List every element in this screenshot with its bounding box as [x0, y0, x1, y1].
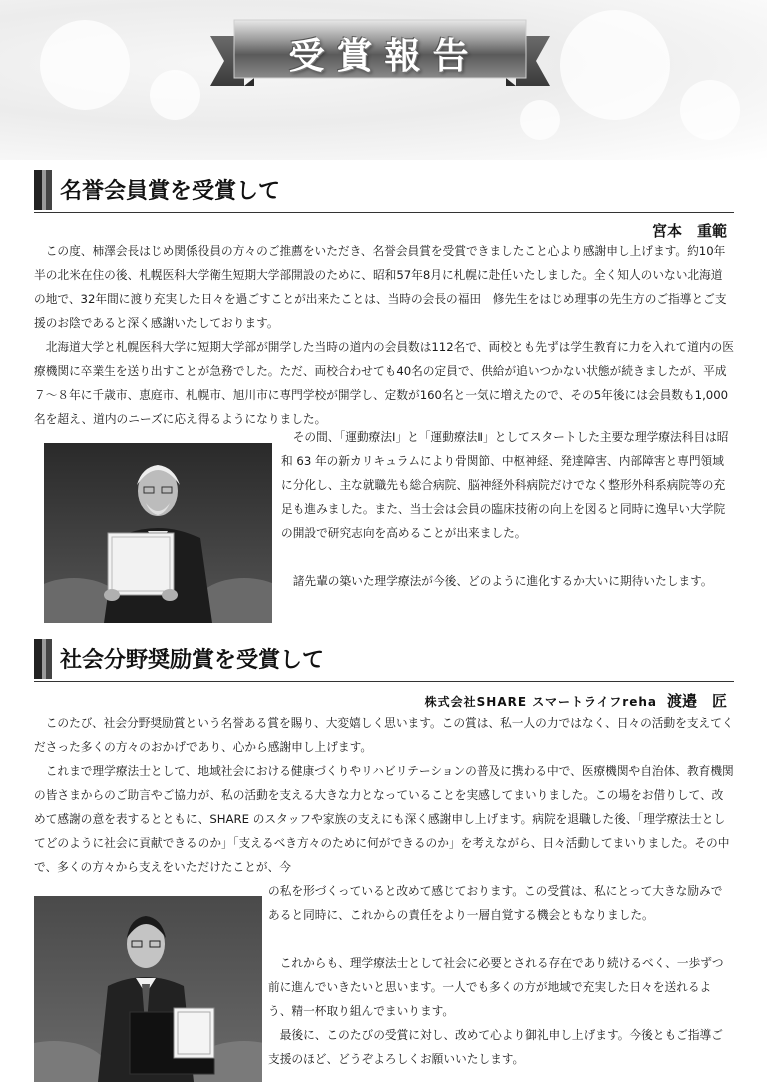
section-heading — [34, 639, 734, 679]
portrait-photo-miyamoto — [44, 443, 272, 623]
heading-accent-bar — [34, 170, 52, 210]
bokeh-light — [150, 70, 200, 120]
author-organization: 株式会社SHARE スマートライフreha — [424, 695, 657, 709]
bokeh-light — [520, 100, 560, 140]
author-name: 宮本 重範 — [651, 222, 727, 240]
body-paragraph: この度、柿澤会長はじめ関係役員の方々のご推薦をいただき、名誉会員賞を受賞できましたこと心より感謝申し上げます。約10年半の北米在住の後、札幌医科大学衛生短期大学部開設のために、昭和57年8月に札幌に赴任いたしました。全く知人のいない北海道の地で、32年間に渡り充実した日々を過ごすことが出来たことは、当時の会長の福田 修先生をはじめ理事の先生方のご指導とご支援のお陰であると深く感謝いたしております。 — [34, 244, 727, 330]
heading-accent-bar — [34, 639, 52, 679]
section-title: 名誉会員賞を受賞して — [60, 179, 281, 204]
body-paragraph: 諸先輩の築いた理学療法が今後、どのように進化するか大いに期待いたします。 — [292, 574, 713, 588]
author-name: 渡邉 匠 — [666, 692, 727, 710]
body-paragraph: の私を形づくっていると改めて感じております。この受賞は、私にとって大きな励みであると同時に、これからの責任をより一層自覚する機会ともなりました。 — [268, 884, 723, 922]
heading-underline — [34, 212, 734, 213]
body-paragraph: その間、「運動療法Ⅰ」と「運動療法Ⅱ」としてスタートした主要な理学療法科目は昭和 63 年の新カリキュラムにより骨関節、中枢神経、発達障害、内部障害と専門領域に分化し、主な就職先も総合病院、脳神経外科病院だけでなく整形外科系病院等の充足も進みました。また、当士会は会員の臨床技術の向上を図ると同時に逸早い大学院の開設で研究志向を高めることが出来ました。 — [281, 430, 729, 540]
body-paragraph: これからも、理学療法士として社会に必要とされる存在であり続けるべく、一歩ずつ前に進んでいきたいと思います。一人でも多くの方が地域で充実した日々を送れるよう、精一杯取り組んでまいります。 — [268, 956, 724, 1018]
portrait-photo-watanabe — [34, 896, 262, 1082]
section-heading — [34, 170, 734, 210]
author-line — [425, 690, 727, 711]
bokeh-light — [560, 10, 670, 120]
body-paragraph: これまで理学療法士として、地域社会における健康づくりやリハビリテーションの普及に携わる中で、医療機関や自治体、教育機関の皆さまからのご助言やご協力が、私の活動を支える大きな力となっていることを実感してまいりました。この場をお借りして、改めて感謝の意を表するとともに、SHARE のスタッフや家族の支えにも深く感謝申し上げます。病院を退職した後、「理学療法士としてどのように社会に貢献できるのか」「支えるべき方々のために何ができるのか」を考えながら、日々活動してまいりました。その中で、多くの方々から支えをいただけたことが、今 — [34, 764, 734, 874]
body-paragraph: 最後に、このたびの受賞に対し、改めて心より御礼申し上げます。今後ともご指導ご支援のほど、どうぞよろしくお願いいたします。 — [268, 1028, 723, 1066]
body-paragraph: 北海道大学と札幌医科大学に短期大学部が開学した当時の道内の会員数は112名で、両校とも先ずは学生教育に力を入れて道内の医療機関に卒業生を送り出すことが急務でした。ただ、両校合わせても40名の定員で、供給が追いつかない状態が続きましたが、平成７～８年に千歳市、恵庭市、札幌市、旭川市に専門学校が開学し、定数が160名と一気に増えたので、その5年後には会員数も1,000名を超え、道内のニーズに応え得るようになりました。 — [34, 340, 734, 426]
section-title: 社会分野奨励賞を受賞して — [60, 648, 325, 673]
body-paragraph: このたび、社会分野奨励賞という名誉ある賞を賜り、大変嬉しく思います。この賞は、私一人の力ではなく、日々の活動を支えてくださった多くの方々のおかげであり、心から感謝申し上げます。 — [34, 716, 734, 754]
bokeh-light — [680, 80, 740, 140]
bokeh-light — [40, 20, 130, 110]
heading-underline — [34, 681, 734, 682]
page-title: 受賞報告 — [288, 35, 481, 77]
